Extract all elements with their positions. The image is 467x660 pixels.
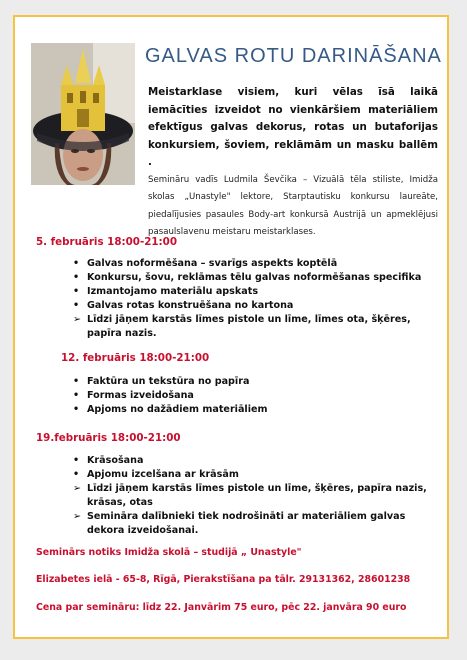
arrow-bullet-icon: ➢ <box>73 483 82 494</box>
session-1-date: 5. februāris 18:00-21:00 <box>36 236 177 248</box>
list-item: • Izmantojamo materiālu apskats <box>73 286 259 297</box>
bullet-icon: • <box>73 469 80 480</box>
bullet-icon: • <box>73 390 80 401</box>
bullet-icon: • <box>73 376 80 387</box>
flyer-page <box>13 15 449 639</box>
bullet-icon: • <box>73 272 80 283</box>
session-2-list <box>71 375 441 417</box>
list-item: • Galvas noformēšana – svarīgs aspekts koptēlā <box>73 258 338 269</box>
intro-text: Meistarklase visiem, kuri vēlas īsā laikā iemācīties izveidot no vienkāršiem materiāliem efektīgus galvas dekorus, rotas un butaforijas konkursiem, šoviem, reklāmām un masku ballēm . <box>148 86 438 168</box>
session-3-list <box>71 454 441 538</box>
list-item: • Apjomu izcelšana ar krāsām <box>73 469 239 480</box>
bullet-icon: • <box>73 258 80 269</box>
page-title: GALVAS ROTU DARINĀŠANA <box>145 45 442 67</box>
session-2-date: 12. februāris 18:00-21:00 <box>61 352 210 364</box>
location-text: Seminārs notiks Imidža skolā – studijā „ Unastyle" <box>36 547 302 558</box>
bullet-icon: • <box>73 286 80 297</box>
list-item: • Formas izveidošana <box>73 390 194 401</box>
list-item: • Konkursu, šovu, reklāmas tēlu galvas noformēšanas specifika <box>73 272 422 283</box>
list-item: ➢ Līdzi jāņem karstās līmes pistole un līme, šķēres, papīra nazis, krāsas, otas <box>73 483 427 508</box>
list-item: • Apjoms no dažādiem materiāliem <box>73 404 268 415</box>
arrow-bullet-icon: ➢ <box>73 511 82 522</box>
session-1-list <box>71 257 441 341</box>
arrow-bullet-icon: ➢ <box>73 314 82 325</box>
bullet-icon: • <box>73 455 80 466</box>
list-item: • Galvas rotas konstruēšana no kartona <box>73 300 294 311</box>
bullet-icon: • <box>73 404 80 415</box>
headpiece-photo <box>31 43 135 185</box>
headpiece-image <box>31 43 135 185</box>
list-item: ➢ Semināra dalībnieki tiek nodrošināti ar materiāliem galvas dekora izveidošanai. <box>73 511 406 536</box>
instructor-bio: Semināru vadīs Ludmila Ševčika – Vizuālā tēla stiliste, Imidža skolas „Unastyle" lektore, Starptautisku konkursu laureāte, piedalījusies pasaules Body-art konkursā Austrijā un apmeklējusi pasaulslavenu meistaru meistarklases. <box>148 175 438 238</box>
session-3-date: 19.februāris 18:00-21:00 <box>36 432 181 444</box>
list-item: • Krāsošana <box>73 455 144 466</box>
address-text: Elizabetes ielā - 65-8, Rīgā, Pierakstīšana pa tālr. 29131362, 28601238 <box>36 574 411 585</box>
list-item: • Faktūra un tekstūra no papīra <box>73 376 250 387</box>
list-item: ➢ Līdzi jāņem karstās līmes pistole un līme, līmes ota, šķēres, papīra nazis. <box>73 314 411 339</box>
price-text: Cena par semināru: līdz 22. Janvārim 75 euro, pēc 22. janvāra 90 euro <box>36 602 407 613</box>
bullet-icon: • <box>73 300 80 311</box>
